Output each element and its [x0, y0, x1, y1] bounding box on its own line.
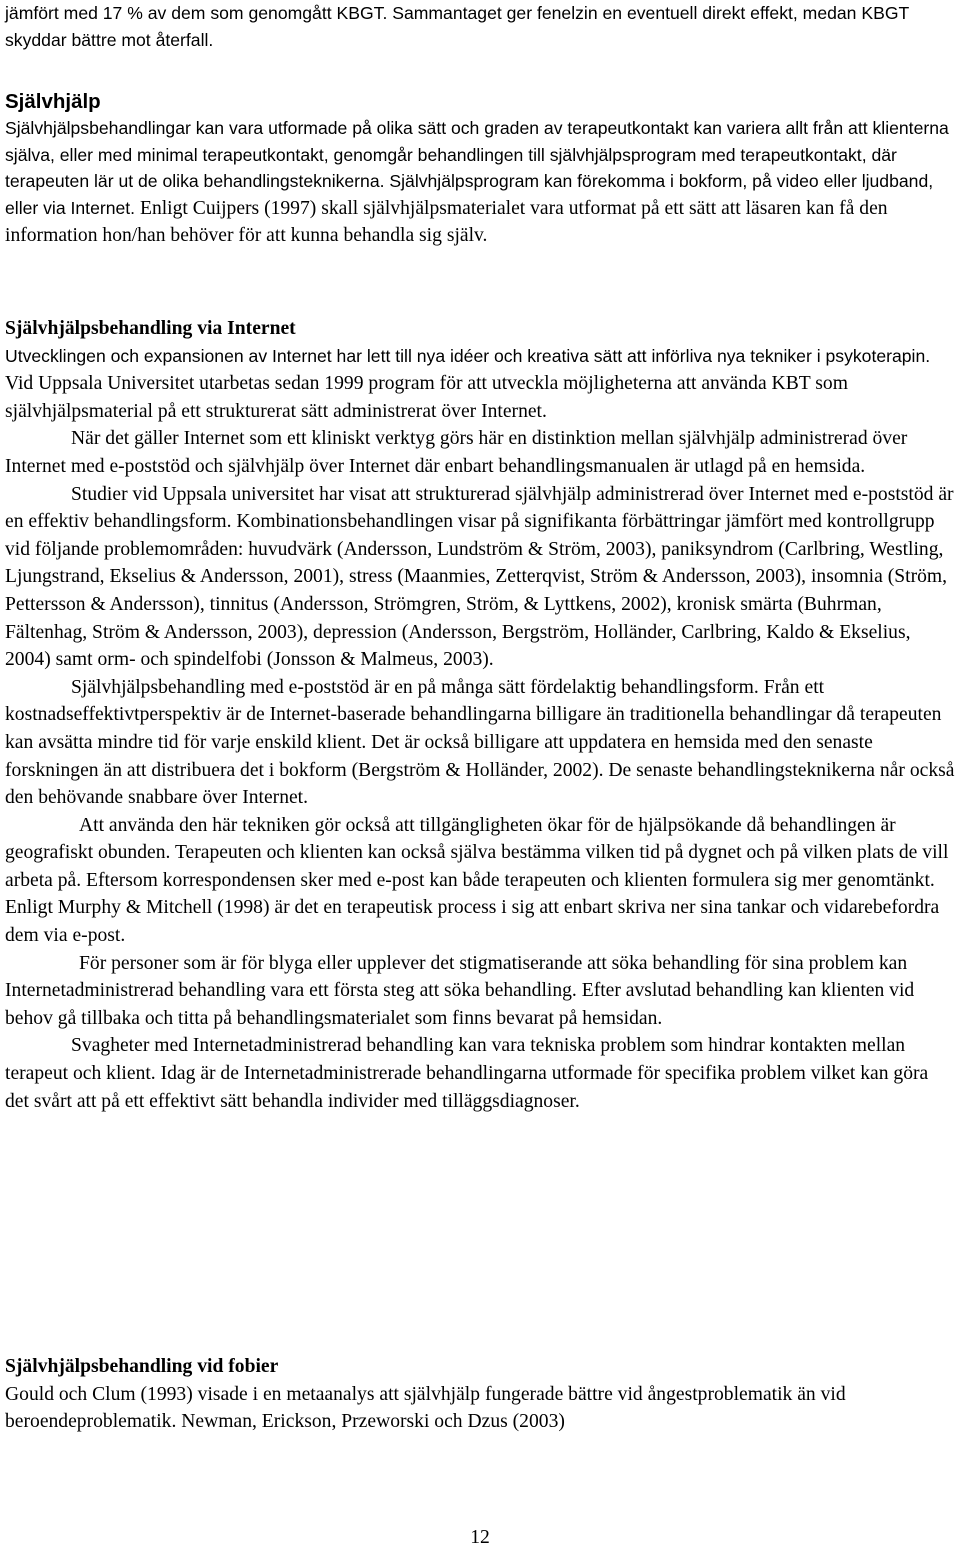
internet-p1-sans: Utvecklingen och expansionen av Internet har lett till nya idéer och kreativa sätt att införliva nya tekniker i psykoterapin. [5, 345, 931, 366]
self-help-paragraph [5, 115, 955, 250]
internet-paragraph-3: Studier vid Uppsala universitet har visat att strukturerad självhjälp administrerad över Internet med e-poststöd är en effektiv behandlingsform. Kombinationsbehandlingen visar på signifikanta förbättringar jämfört med kontrollgrupp vid följande problemområden: huvudvärk (Andersson, Lundström & Ström, 2003), paniksyndrom (Carlbring, Westling, Ljungstrand, Ekselius & Andersson, 2001), stress (Maanmies, Zetterqvist, Ström & Andersson, 2003), insomnia (Ström, Pettersson & Andersson), tinnitus (Andersson, Strömgren, Ström, & Lyttkens, 2002), kronisk smärta (Buhrman, Fältenhag, Ström & Andersson, 2003), depression (Andersson, Bergström, Holländer, Carlbring, Kaldo & Ekselius, 2004) samt orm- och spindelfobi (Jonsson & Malmeus, 2003). [5, 483, 954, 671]
top-fragment-block [5, 0, 955, 53]
top-fragment-text: jämfört med 17 % av dem som genomgått KBGT. Sammantaget ger fenelzin en eventuell direkt effekt, medan KBGT skyddar bättre mot återfall. [5, 3, 909, 50]
section-heading-phobias: Självhjälpsbehandling vid fobier [5, 1356, 279, 1377]
phobia-paragraph-1: Gould och Clum (1993) visade i en metaanalys att självhjälp fungerade bättre vid ångestproblematik än vid beroendeproblematik. Newman, Erickson, Przeworski och Dzus (2003) [5, 1383, 846, 1433]
internet-p1-serif: Vid Uppsala Universitet utarbetas sedan 1999 program för att utveckla möjligheterna att använda KBT som självhjälpsmaterial på ett strukturerat sätt administrerat över Internet. [5, 373, 848, 422]
internet-paragraph-5: Att använda den här tekniken gör också att tillgängligheten ökar för de hjälpsökande då behandlingen är geografiskt obunden. Terapeuten och klienten kan också själva bestämma vilken tid på dygnet och på vilken plats de vill arbeta på. Eftersom korrespondensen sker med e-post kan både terapeuten och klienten formulera sig mer genomtänkt. Enligt Murphy & Mitchell (1998) är det en terapeutisk process i sig att enbart skriva ner sina tankar och vidarebefordra dem via e-post. [5, 814, 949, 947]
self-help-sans-text: Självhjälpsbehandlingar kan vara utformade på olika sätt och graden av terapeutkontakt kan variera allt från att klienterna själva, eller med minimal terapeutkontakt, genomgår behandlingen till självhjälpsprogram med terapeutkontakt, där terapeuten lär ut de olika behandlingsteknikerna. Självhjälpsprogram kan förekomma i bokform, på video eller ljudband, eller via Internet. [5, 118, 949, 218]
page-number: 12 [470, 1527, 490, 1548]
section-phobia-self-help [5, 1353, 955, 1436]
internet-paragraph-6: För personer som är för blyga eller upplever det stigmatiserande att söka behandling för sina problem kan Internetadministrerad behandling vara ett första steg att söka behandling. Efter avslutad behandling kan klienten vid behov gå tillbaka och titta på behandlingsmaterialet som finns bevarat på hemsidan. [5, 952, 915, 1029]
self-help-serif-text: Enligt Cuijpers (1997) skall självhjälpsmaterialet vara utformat på ett sätt att läsaren kan få den information hon/han behöver för att kunna behandla sig själv. [5, 197, 888, 247]
internet-paragraph-4: Självhjälpsbehandling med e-poststöd är en på många sätt fördelaktig behandlingsform. Från ett kostnadseffektivtperspektiv är de Internet-baserade behandlingarna billigare än traditionella behandlingar då terapeuten kan avsätta mindre tid för varje enskild klient. Det är också billigare att uppdatera en hemsida med den senaste forskningen än att distribuera det i bokform (Bergström & Holländer, 2002). De senaste behandlingsteknikerna når också den behövande snabbare över Internet. [5, 676, 955, 809]
section-heading-internet: Självhjälpsbehandling via Internet [5, 318, 296, 339]
section-heading-self-help: Självhjälp [5, 90, 101, 113]
internet-paragraph-1 [5, 343, 955, 426]
internet-paragraph-2: När det gäller Internet som ett kliniskt verktyg görs här en distinktion mellan självhjälp administrerad över Internet med e-poststöd och självhjälp över Internet där enbart behandlingsmanualen är utlagd på en hemsida. [5, 428, 908, 477]
section-internet-self-help [5, 315, 955, 1115]
internet-paragraph-7: Svagheter med Internetadministrerad behandling kan vara tekniska problem som hindrar kontakten mellan terapeut och klient. Idag är de Internetadministrerade behandlingarna utformade för specifika problem vilket kan göra det svårt att på ett effektivt sätt behandla individer med tilläggsdiagnoser. [5, 1035, 929, 1112]
section-self-help [5, 88, 955, 250]
